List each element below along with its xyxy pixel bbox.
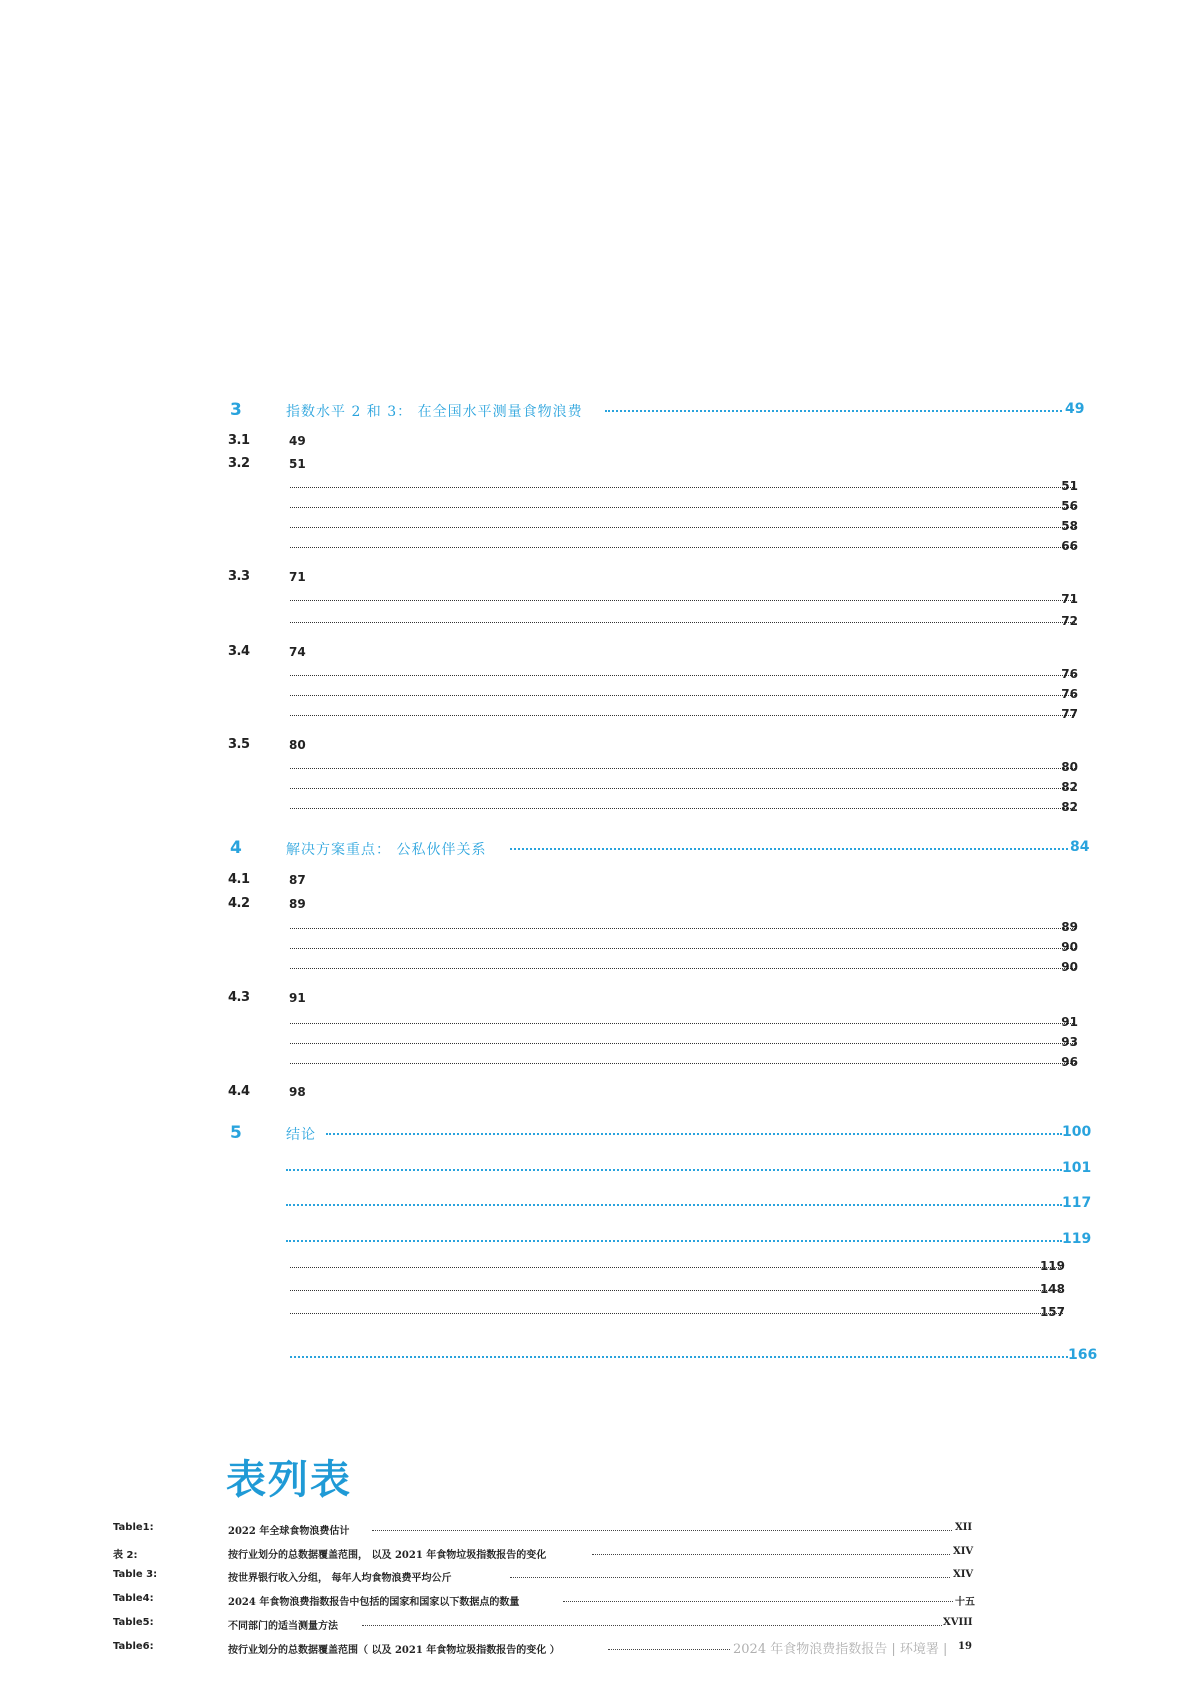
page-number: 56	[1061, 499, 1078, 513]
dot-leader	[290, 487, 1075, 488]
toc-entry[interactable]	[0, 1231, 1200, 1253]
section-number: 3.3	[228, 569, 250, 584]
dot-leader	[290, 1063, 1075, 1064]
table-label: 表 2:	[113, 1550, 138, 1561]
page-number: 117	[1062, 1195, 1092, 1211]
section-number: 3.2	[228, 456, 250, 471]
toc-subsection[interactable]	[0, 760, 1200, 782]
toc-chapter-4[interactable]	[0, 838, 1200, 864]
section-number: 4.3	[228, 990, 250, 1005]
page-number: 76	[1061, 667, 1078, 681]
page-number: 71	[289, 570, 306, 584]
chapter-number: 5	[230, 1123, 242, 1143]
page-number: 77	[1061, 707, 1078, 721]
table-label: Table1:	[113, 1522, 154, 1533]
dot-leader	[510, 1577, 950, 1578]
toc-section-4-1[interactable]	[0, 872, 1200, 894]
dot-leader	[290, 507, 1075, 508]
page-number: 71	[1061, 592, 1078, 606]
page-number: 148	[1039, 1282, 1065, 1296]
dot-leader	[290, 948, 1075, 949]
dot-leader	[510, 848, 1068, 850]
list-of-tables-title: 表列表	[226, 1457, 352, 1503]
toc-subsection[interactable]	[0, 1015, 1200, 1037]
page-number: 101	[1062, 1160, 1092, 1176]
chapter-number: 4	[230, 838, 242, 858]
dot-leader	[290, 808, 1075, 809]
page-number: XII	[955, 1522, 973, 1533]
toc-subsection[interactable]	[0, 614, 1200, 636]
toc-section-3-2[interactable]	[0, 456, 1200, 478]
page-number: 十五	[955, 1597, 975, 1608]
table-caption: 按世界银行收入分组， 每年人均食物浪费平均公斤	[228, 1573, 452, 1584]
dot-leader	[290, 547, 1075, 548]
toc-subsection[interactable]	[0, 592, 1200, 614]
chapter-number: 3	[230, 400, 242, 420]
page-number: XVIII	[943, 1617, 973, 1628]
toc-subsection[interactable]	[0, 1055, 1200, 1077]
page-number: 119	[1062, 1231, 1092, 1247]
table-caption: 2022 年全球食物浪费估计	[228, 1526, 350, 1537]
page-number: 58	[1061, 519, 1078, 533]
toc-subsection[interactable]	[0, 800, 1200, 822]
section-number: 4.1	[228, 872, 250, 887]
table-list-item[interactable]	[0, 1522, 1200, 1540]
dot-leader	[362, 1625, 942, 1626]
toc-subsection[interactable]	[0, 479, 1200, 501]
dot-leader	[290, 968, 1075, 969]
toc-subsection[interactable]	[0, 1259, 1200, 1281]
page-number: 91	[289, 991, 306, 1005]
dot-leader	[592, 1554, 950, 1555]
page-number: 90	[1061, 940, 1078, 954]
dot-leader	[290, 1356, 1068, 1358]
chapter-title: 解决方案重点： 公私伙伴关系	[286, 842, 487, 858]
page-number: 80	[289, 738, 306, 752]
page-footer: 2024 年食物浪费指数报告 | 环境署 |	[733, 1642, 948, 1657]
toc-section-3-1[interactable]	[0, 433, 1200, 455]
toc-chapter-5[interactable]	[0, 1123, 1200, 1149]
toc-chapter-3[interactable]	[0, 400, 1200, 426]
page-number: 98	[289, 1085, 306, 1099]
dot-leader	[290, 675, 1075, 676]
toc-subsection[interactable]	[0, 667, 1200, 689]
toc-subsection[interactable]	[0, 1305, 1200, 1327]
dot-leader	[286, 1240, 1062, 1242]
table-caption: 按行业划分的总数据覆盖范围， 以及 2021 年食物垃圾指数报告的变化	[228, 1550, 547, 1561]
section-number: 3.1	[228, 433, 250, 448]
dot-leader	[290, 788, 1075, 789]
toc-subsection[interactable]	[0, 940, 1200, 962]
toc-section-3-4[interactable]	[0, 644, 1200, 666]
dot-leader	[608, 1649, 730, 1650]
table-list-item[interactable]	[0, 1569, 1200, 1587]
toc-subsection[interactable]	[0, 920, 1200, 942]
dot-leader	[286, 1204, 1062, 1206]
page-number: 72	[1061, 614, 1078, 628]
page-number: 157	[1039, 1305, 1065, 1319]
dot-leader	[563, 1601, 953, 1602]
page-number: 49	[1065, 401, 1085, 417]
dot-leader	[290, 928, 1075, 929]
dot-leader	[290, 622, 1075, 623]
toc-entry[interactable]	[0, 1195, 1200, 1217]
page-number: 51	[1061, 479, 1078, 493]
page-number: 74	[289, 645, 306, 659]
dot-leader	[290, 768, 1075, 769]
toc-subsection[interactable]	[0, 1282, 1200, 1304]
page-number: 89	[1061, 920, 1078, 934]
toc-subsection[interactable]	[0, 687, 1200, 709]
page-number: 82	[1061, 780, 1078, 794]
toc-section-4-2[interactable]	[0, 896, 1200, 918]
dot-leader	[290, 600, 1075, 601]
dot-leader	[290, 527, 1075, 528]
section-number: 4.2	[228, 896, 250, 911]
page-number: 93	[1061, 1035, 1078, 1049]
page-number: XIV	[953, 1569, 974, 1580]
page-number: 51	[289, 457, 306, 471]
page-number: 91	[1061, 1015, 1078, 1029]
toc-section-3-5[interactable]	[0, 737, 1200, 759]
dot-leader	[290, 715, 1075, 716]
page-number: 80	[1061, 760, 1078, 774]
table-caption: 不同部门的适当测量方法	[228, 1621, 338, 1632]
dot-leader	[372, 1530, 952, 1531]
toc-entry[interactable]	[0, 1160, 1200, 1182]
toc-section-4-4[interactable]	[0, 1084, 1200, 1106]
table-list-item[interactable]	[0, 1641, 1200, 1659]
page-number: 89	[289, 897, 306, 911]
table-list-item[interactable]	[0, 1593, 1200, 1611]
page-number: 90	[1061, 960, 1078, 974]
dot-leader	[290, 695, 1075, 696]
page-number: 84	[1070, 839, 1090, 855]
chapter-title: 指数水平 2 和 3： 在全国水平测量食物浪费	[286, 404, 583, 420]
toc-section-3-3[interactable]	[0, 569, 1200, 591]
toc-subsection[interactable]	[0, 539, 1200, 561]
page-number: 87	[289, 873, 306, 887]
dot-leader	[290, 1290, 1063, 1291]
table-list-item[interactable]	[0, 1546, 1200, 1564]
toc-subsection[interactable]	[0, 780, 1200, 802]
page-number: 96	[1061, 1055, 1078, 1069]
toc-subsection[interactable]	[0, 519, 1200, 541]
page-number: 49	[289, 434, 306, 448]
toc-subsection[interactable]	[0, 707, 1200, 729]
table-caption: 按行业划分的总数据覆盖范围（ 以及 2021 年食物垃圾指数报告的变化 ）	[228, 1645, 560, 1656]
page-number: 76	[1061, 687, 1078, 701]
dot-leader	[326, 1133, 1062, 1135]
section-number: 3.4	[228, 644, 250, 659]
page-number: 19	[958, 1641, 972, 1652]
toc-subsection[interactable]	[0, 499, 1200, 521]
toc-subsection[interactable]	[0, 1035, 1200, 1057]
table-list-item[interactable]	[0, 1617, 1200, 1635]
page-number: 119	[1039, 1259, 1065, 1273]
chapter-title: 结论	[286, 1127, 316, 1143]
page-number: XIV	[953, 1546, 974, 1557]
table-caption: 2024 年食物浪费指数报告中包括的国家和国家以下数据点的数量	[228, 1597, 520, 1608]
page-number: 166	[1068, 1347, 1098, 1363]
table-label: Table6:	[113, 1641, 154, 1652]
toc-subsection[interactable]	[0, 960, 1200, 982]
page-number: 82	[1061, 800, 1078, 814]
table-label: Table5:	[113, 1617, 154, 1628]
page-number: 66	[1061, 539, 1078, 553]
toc-entry[interactable]	[0, 1347, 1200, 1369]
dot-leader	[290, 1023, 1075, 1024]
dot-leader	[290, 1043, 1075, 1044]
section-number: 4.4	[228, 1084, 250, 1099]
dot-leader	[605, 410, 1062, 412]
dot-leader	[286, 1169, 1062, 1171]
table-label: Table 3:	[113, 1569, 158, 1580]
dot-leader	[290, 1313, 1063, 1314]
section-number: 3.5	[228, 737, 250, 752]
toc-section-4-3[interactable]	[0, 990, 1200, 1012]
table-label: Table4:	[113, 1593, 154, 1604]
page-number: 100	[1062, 1124, 1092, 1140]
dot-leader	[290, 1267, 1063, 1268]
